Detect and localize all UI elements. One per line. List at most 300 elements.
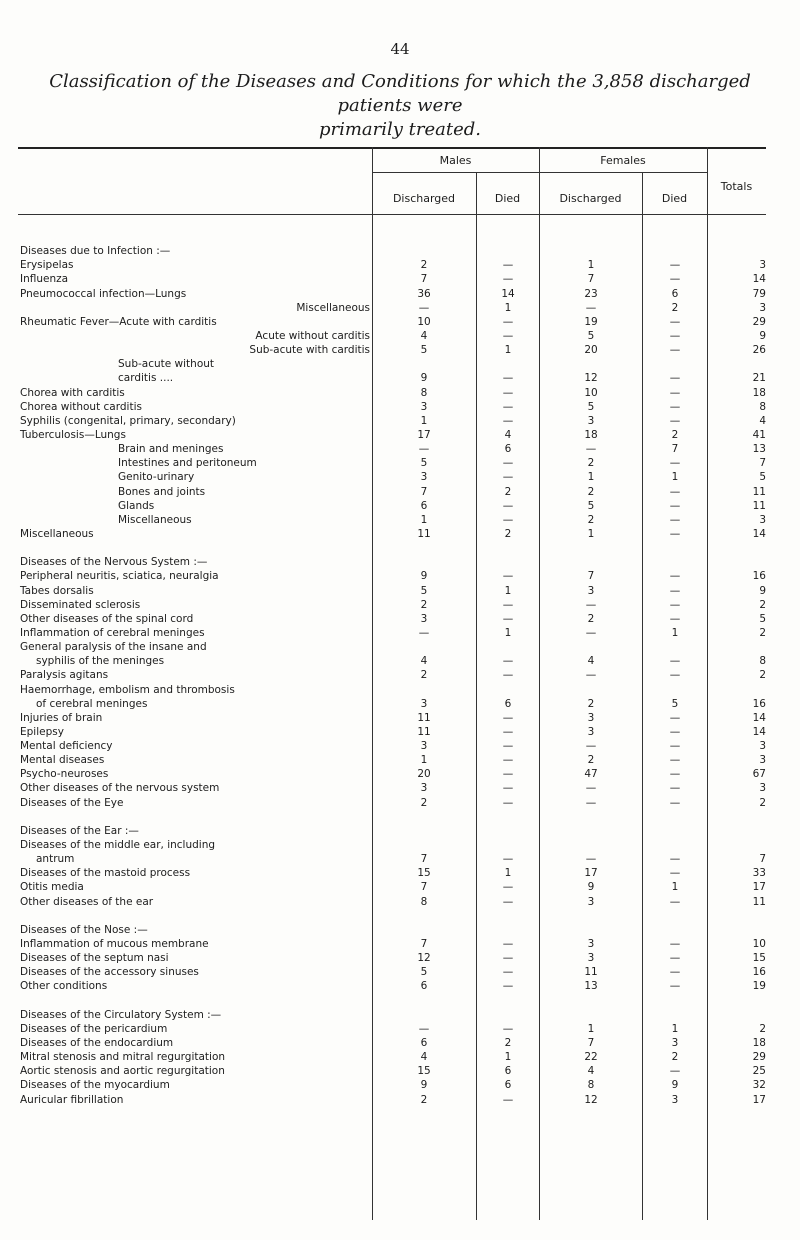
table-top-rule xyxy=(18,147,766,149)
cell-males-discharged: 6 xyxy=(420,499,428,512)
cell-females-died: — xyxy=(669,372,681,385)
table-row xyxy=(0,513,800,527)
cell-totals: 79 xyxy=(752,287,766,300)
table-row xyxy=(0,428,800,442)
cell-males-died: — xyxy=(502,952,514,965)
cell-males-died: — xyxy=(502,513,514,526)
cell-females-discharged: 2 xyxy=(587,697,595,710)
cell-totals: 41 xyxy=(752,428,766,441)
table-row xyxy=(0,852,800,866)
row-label: Diseases of the Eye xyxy=(20,796,124,809)
cell-females-discharged: 3 xyxy=(587,895,595,908)
row-label: Brain and meninges xyxy=(118,443,224,456)
cell-males-discharged: 4 xyxy=(420,1051,428,1064)
cell-totals: 13 xyxy=(752,443,766,456)
cell-females-discharged: 5 xyxy=(587,499,595,512)
cell-females-died: 3 xyxy=(671,1037,679,1050)
row-label: Intestines and peritoneum xyxy=(118,457,257,470)
cell-females-died: — xyxy=(669,796,681,809)
cell-totals: 3 xyxy=(759,754,766,767)
cell-females-died: — xyxy=(669,782,681,795)
cell-totals: 4 xyxy=(759,414,766,427)
table-row xyxy=(0,287,800,301)
cell-totals: 29 xyxy=(752,1051,766,1064)
row-label: Sub-acute with carditis xyxy=(249,344,370,357)
cell-males-died: 14 xyxy=(501,287,515,300)
table-row xyxy=(0,442,800,456)
row-label: Other conditions xyxy=(20,980,108,993)
cell-males-discharged: 8 xyxy=(420,386,428,399)
cell-males-died: 1 xyxy=(504,584,512,597)
cell-totals: 2 xyxy=(759,669,766,682)
cell-females-died: 1 xyxy=(671,471,679,484)
cell-males-discharged: 12 xyxy=(417,952,431,965)
row-label: Diseases due to Infection :— xyxy=(20,245,171,258)
table-row xyxy=(0,485,800,499)
row-label: Auricular fibrillation xyxy=(20,1093,124,1106)
row-label: antrum xyxy=(36,853,75,866)
cell-females-died: — xyxy=(669,768,681,781)
cell-females-discharged: — xyxy=(585,740,597,753)
section-heading-row xyxy=(0,923,800,937)
cell-males-died: — xyxy=(502,725,514,738)
table-row xyxy=(0,895,800,909)
cell-males-discharged: 2 xyxy=(420,598,428,611)
row-label: Peripheral neuritis, sciatica, neuralgia xyxy=(20,570,219,583)
cell-females-died: — xyxy=(669,754,681,767)
cell-males-discharged: 7 xyxy=(420,881,428,894)
row-label: of cerebral meninges xyxy=(36,697,148,710)
cell-females-died: 1 xyxy=(671,881,679,894)
cell-males-died: — xyxy=(502,259,514,272)
cell-females-died: — xyxy=(669,527,681,540)
cell-males-discharged: 7 xyxy=(420,485,428,498)
cell-females-died: — xyxy=(669,655,681,668)
cell-males-discharged: 2 xyxy=(420,259,428,272)
cell-females-discharged: — xyxy=(585,669,597,682)
cell-females-discharged: 2 xyxy=(587,612,595,625)
cell-females-died: — xyxy=(669,598,681,611)
cell-females-discharged: 2 xyxy=(587,754,595,767)
table-row xyxy=(0,527,800,541)
row-label: Bones and joints xyxy=(118,485,206,498)
cell-females-discharged: — xyxy=(585,443,597,456)
table-row xyxy=(0,753,800,767)
cell-males-discharged: 3 xyxy=(420,471,428,484)
cell-females-died: — xyxy=(669,711,681,724)
cell-males-died: — xyxy=(502,782,514,795)
cell-totals: 67 xyxy=(752,768,766,781)
header-females: Females xyxy=(600,154,646,167)
cell-totals: 17 xyxy=(752,1093,766,1106)
cell-females-discharged: 8 xyxy=(587,1079,595,1092)
cell-females-discharged: 2 xyxy=(587,513,595,526)
cell-females-died: 9 xyxy=(671,1079,679,1092)
row-label: Other diseases of the nervous system xyxy=(20,782,220,795)
cell-females-discharged: 13 xyxy=(584,980,598,993)
cell-females-discharged: 12 xyxy=(584,372,598,385)
cell-males-discharged: 6 xyxy=(420,1037,428,1050)
header-males: Males xyxy=(439,154,472,167)
row-label: Diseases of the myocardium xyxy=(20,1079,170,1092)
row-label: Diseases of the Nervous System :— xyxy=(20,556,208,569)
cell-females-died: — xyxy=(669,584,681,597)
cell-males-died: — xyxy=(502,598,514,611)
cell-males-died: 4 xyxy=(504,428,512,441)
row-label: Inflammation of cerebral meninges xyxy=(20,626,205,639)
row-label: Diseases of the pericardium xyxy=(20,1022,168,1035)
table-row xyxy=(0,781,800,795)
cell-females-discharged: 12 xyxy=(584,1093,598,1106)
cell-females-discharged: — xyxy=(585,626,597,639)
section-heading-row xyxy=(0,824,800,838)
cell-totals: 3 xyxy=(759,740,766,753)
cell-totals: 3 xyxy=(759,782,766,795)
cell-males-died: 6 xyxy=(504,697,512,710)
cell-males-died: — xyxy=(502,386,514,399)
table-row xyxy=(0,1078,800,1092)
cell-females-discharged: 2 xyxy=(587,485,595,498)
table-row xyxy=(0,979,800,993)
cell-females-died: 5 xyxy=(671,697,679,710)
cell-males-discharged: 7 xyxy=(420,938,428,951)
cell-females-discharged: — xyxy=(585,598,597,611)
cell-females-died: — xyxy=(669,966,681,979)
header-males-died: Died xyxy=(494,192,521,205)
cell-males-died: — xyxy=(502,612,514,625)
row-label: Syphilis (congenital, primary, secondary) xyxy=(20,414,236,427)
header-divider xyxy=(372,172,708,173)
table-row xyxy=(0,470,800,484)
table-row xyxy=(0,668,800,682)
cell-females-died: — xyxy=(669,499,681,512)
table-row xyxy=(0,1022,800,1036)
cell-males-died: — xyxy=(502,329,514,342)
table-row xyxy=(0,1064,800,1078)
row-label: Miscellaneous xyxy=(296,301,370,314)
cell-totals: 9 xyxy=(759,584,766,597)
cell-males-discharged: 2 xyxy=(420,669,428,682)
cell-males-discharged: 4 xyxy=(420,655,428,668)
cell-males-discharged: 15 xyxy=(417,867,431,880)
cell-males-died: 6 xyxy=(504,1065,512,1078)
cell-females-died: — xyxy=(669,400,681,413)
table-row xyxy=(0,626,800,640)
table-row xyxy=(0,400,800,414)
cell-males-discharged: 36 xyxy=(417,287,431,300)
cell-males-discharged: — xyxy=(418,1022,430,1035)
cell-females-discharged: 11 xyxy=(584,966,598,979)
table-row xyxy=(0,357,800,371)
cell-females-died: — xyxy=(669,414,681,427)
table-row xyxy=(0,767,800,781)
cell-males-died: — xyxy=(502,966,514,979)
cell-females-died: — xyxy=(669,485,681,498)
section-heading-row xyxy=(0,683,800,697)
cell-females-discharged: 19 xyxy=(584,315,598,328)
cell-totals: 7 xyxy=(759,457,766,470)
cell-totals: 29 xyxy=(752,315,766,328)
cell-males-discharged: 11 xyxy=(417,725,431,738)
cell-females-discharged: 5 xyxy=(587,400,595,413)
cell-males-died: — xyxy=(502,881,514,894)
cell-totals: 7 xyxy=(759,853,766,866)
row-label: Diseases of the mastoid process xyxy=(20,867,191,880)
cell-totals: 16 xyxy=(752,697,766,710)
cell-males-died: — xyxy=(502,768,514,781)
table-body xyxy=(0,230,800,1107)
table-row xyxy=(0,612,800,626)
cell-males-died: 2 xyxy=(504,1037,512,1050)
table-row xyxy=(0,725,800,739)
cell-males-died: 1 xyxy=(504,867,512,880)
cell-males-discharged: 2 xyxy=(420,796,428,809)
header-totals: Totals xyxy=(720,180,753,193)
table-row xyxy=(0,315,800,329)
cell-males-died: — xyxy=(502,457,514,470)
cell-females-discharged: — xyxy=(585,796,597,809)
row-label: carditis .... xyxy=(118,372,174,385)
cell-males-died: — xyxy=(502,895,514,908)
table-row xyxy=(0,965,800,979)
cell-males-discharged: 8 xyxy=(420,895,428,908)
cell-males-discharged: 17 xyxy=(417,428,431,441)
cell-totals: 5 xyxy=(759,612,766,625)
cell-females-discharged: 3 xyxy=(587,711,595,724)
cell-males-discharged: 15 xyxy=(417,1065,431,1078)
cell-females-died: — xyxy=(669,457,681,470)
cell-totals: 2 xyxy=(759,598,766,611)
cell-females-died: — xyxy=(669,867,681,880)
cell-females-discharged: 3 xyxy=(587,725,595,738)
cell-males-discharged: 5 xyxy=(420,344,428,357)
row-label: Diseases of the septum nasi xyxy=(20,952,169,965)
row-label: Otitis media xyxy=(20,881,84,894)
row-label: General paralysis of the insane and xyxy=(20,641,207,654)
cell-totals: 11 xyxy=(752,485,766,498)
table-row xyxy=(0,654,800,668)
table-row xyxy=(0,711,800,725)
cell-females-died: — xyxy=(669,725,681,738)
cell-females-discharged: 2 xyxy=(587,457,595,470)
cell-females-discharged: 20 xyxy=(584,344,598,357)
header-bottom-rule xyxy=(18,214,766,215)
cell-males-discharged: 4 xyxy=(420,329,428,342)
cell-males-discharged: 11 xyxy=(417,527,431,540)
cell-males-discharged: 3 xyxy=(420,740,428,753)
cell-males-discharged: 3 xyxy=(420,697,428,710)
cell-females-died: — xyxy=(669,570,681,583)
cell-females-discharged: 1 xyxy=(587,471,595,484)
table-row xyxy=(0,584,800,598)
row-label: Miscellaneous xyxy=(20,527,94,540)
table-row xyxy=(0,796,800,810)
cell-females-discharged: — xyxy=(585,301,597,314)
cell-males-died: — xyxy=(502,669,514,682)
cell-females-discharged: 7 xyxy=(587,570,595,583)
cell-females-discharged: 4 xyxy=(587,1065,595,1078)
row-label: Haemorrhage, embolism and thrombosis xyxy=(20,683,235,696)
row-label: Rheumatic Fever—Acute with carditis xyxy=(20,315,217,328)
cell-males-died: — xyxy=(502,711,514,724)
row-label: Miscellaneous xyxy=(118,513,192,526)
row-label: Chorea with carditis xyxy=(20,386,125,399)
cell-totals: 19 xyxy=(752,980,766,993)
cell-females-discharged: — xyxy=(585,853,597,866)
table-row xyxy=(0,371,800,385)
cell-males-discharged: 6 xyxy=(420,980,428,993)
table-row xyxy=(0,880,800,894)
table-row xyxy=(0,499,800,513)
table-row xyxy=(0,1036,800,1050)
table-row xyxy=(0,329,800,343)
row-label: Diseases of the Nose :— xyxy=(20,923,148,936)
row-label: Diseases of the endocardium xyxy=(20,1037,174,1050)
row-label: Inflammation of mucous membrane xyxy=(20,938,209,951)
cell-females-died: — xyxy=(669,980,681,993)
row-label: Influenza xyxy=(20,273,69,286)
row-label: Mitral stenosis and mitral regurgitation xyxy=(20,1051,226,1064)
cell-males-died: — xyxy=(502,655,514,668)
row-label: Genito-urinary xyxy=(118,471,195,484)
title-line-1: Classification of the Diseases and Conditions for which the 3,858 discharged patients were xyxy=(49,71,751,116)
cell-females-died: — xyxy=(669,669,681,682)
section-heading-row xyxy=(0,555,800,569)
cell-males-discharged: 1 xyxy=(420,414,428,427)
cell-totals: 14 xyxy=(752,725,766,738)
table-row xyxy=(0,810,800,824)
cell-totals: 11 xyxy=(752,499,766,512)
cell-totals: 14 xyxy=(752,711,766,724)
cell-females-discharged: 9 xyxy=(587,881,595,894)
cell-males-discharged: 9 xyxy=(420,1079,428,1092)
table-row xyxy=(0,258,800,272)
cell-totals: 5 xyxy=(759,471,766,484)
cell-females-died: — xyxy=(669,329,681,342)
cell-totals: 14 xyxy=(752,527,766,540)
row-label: Acute without carditis xyxy=(255,329,370,342)
cell-males-discharged: 9 xyxy=(420,372,428,385)
cell-males-discharged: 10 xyxy=(417,315,431,328)
cell-males-discharged: — xyxy=(418,626,430,639)
row-label: Paralysis agitans xyxy=(20,669,109,682)
cell-females-discharged: 7 xyxy=(587,273,595,286)
cell-females-discharged: 1 xyxy=(587,1022,595,1035)
cell-females-died: — xyxy=(669,740,681,753)
row-label: Erysipelas xyxy=(20,259,74,272)
cell-totals: 18 xyxy=(752,1037,766,1050)
cell-males-discharged: 3 xyxy=(420,782,428,795)
cell-totals: 33 xyxy=(752,867,766,880)
row-label: Pneumococcal infection—Lungs xyxy=(20,287,187,300)
row-label: Epilepsy xyxy=(20,725,64,738)
cell-males-died: — xyxy=(502,1093,514,1106)
cell-females-discharged: 3 xyxy=(587,414,595,427)
cell-males-discharged: 2 xyxy=(420,1093,428,1106)
header-females-died: Died xyxy=(661,192,688,205)
cell-females-discharged: 3 xyxy=(587,952,595,965)
cell-males-died: — xyxy=(502,499,514,512)
cell-females-died: — xyxy=(669,259,681,272)
row-label: Chorea without carditis xyxy=(20,400,142,413)
row-label: Diseases of the Circulatory System :— xyxy=(20,1008,222,1021)
cell-males-died: 1 xyxy=(504,344,512,357)
cell-females-discharged: 22 xyxy=(584,1051,598,1064)
cell-totals: 11 xyxy=(752,895,766,908)
cell-females-discharged: — xyxy=(585,782,597,795)
cell-males-died: 1 xyxy=(504,626,512,639)
table-row xyxy=(0,739,800,753)
row-label: syphilis of the meninges xyxy=(36,655,165,668)
section-heading-row xyxy=(0,244,800,258)
cell-females-died: 1 xyxy=(671,1022,679,1035)
cell-females-discharged: 7 xyxy=(587,1037,595,1050)
cell-females-discharged: 23 xyxy=(584,287,598,300)
cell-females-died: — xyxy=(669,1065,681,1078)
row-label: Diseases of the Ear :— xyxy=(20,824,139,837)
cell-females-discharged: 3 xyxy=(587,584,595,597)
header-males-discharged: Discharged xyxy=(392,192,456,205)
cell-males-discharged: 5 xyxy=(420,457,428,470)
cell-totals: 9 xyxy=(759,329,766,342)
table-row xyxy=(0,414,800,428)
cell-males-died: — xyxy=(502,400,514,413)
table-row xyxy=(0,866,800,880)
cell-totals: 15 xyxy=(752,952,766,965)
cell-totals: 16 xyxy=(752,570,766,583)
cell-totals: 18 xyxy=(752,386,766,399)
table-row xyxy=(0,937,800,951)
cell-females-discharged: 10 xyxy=(584,386,598,399)
cell-males-died: 1 xyxy=(504,301,512,314)
cell-males-died: — xyxy=(502,570,514,583)
table-row xyxy=(0,1050,800,1064)
row-label: Mental diseases xyxy=(20,754,105,767)
cell-males-died: — xyxy=(502,273,514,286)
cell-totals: 3 xyxy=(759,301,766,314)
section-heading-row xyxy=(0,640,800,654)
table-row xyxy=(0,697,800,711)
cell-males-discharged: 5 xyxy=(420,584,428,597)
row-label: Other diseases of the ear xyxy=(20,895,154,908)
row-label: Aortic stenosis and aortic regurgitation xyxy=(20,1065,225,1078)
row-label: Mental deficiency xyxy=(20,740,113,753)
cell-males-died: — xyxy=(502,740,514,753)
cell-females-discharged: 47 xyxy=(584,768,598,781)
cell-males-died: — xyxy=(502,980,514,993)
cell-females-discharged: 18 xyxy=(584,428,598,441)
table-row xyxy=(0,343,800,357)
table-row xyxy=(0,951,800,965)
cell-males-died: — xyxy=(502,1022,514,1035)
cell-females-died: 2 xyxy=(671,428,679,441)
cell-totals: 10 xyxy=(752,938,766,951)
table-row xyxy=(0,1093,800,1107)
row-label: Disseminated sclerosis xyxy=(20,598,141,611)
cell-males-discharged: 7 xyxy=(420,853,428,866)
cell-females-died: — xyxy=(669,612,681,625)
cell-females-discharged: 1 xyxy=(587,527,595,540)
row-label: Tuberculosis—Lungs xyxy=(20,428,126,441)
cell-males-discharged: 1 xyxy=(420,513,428,526)
cell-totals: 2 xyxy=(759,626,766,639)
cell-males-discharged: 1 xyxy=(420,754,428,767)
table-row xyxy=(0,994,800,1008)
cell-males-discharged: 3 xyxy=(420,612,428,625)
row-label: Tabes dorsalis xyxy=(20,584,94,597)
cell-females-discharged: 3 xyxy=(587,938,595,951)
table-row xyxy=(0,230,800,244)
